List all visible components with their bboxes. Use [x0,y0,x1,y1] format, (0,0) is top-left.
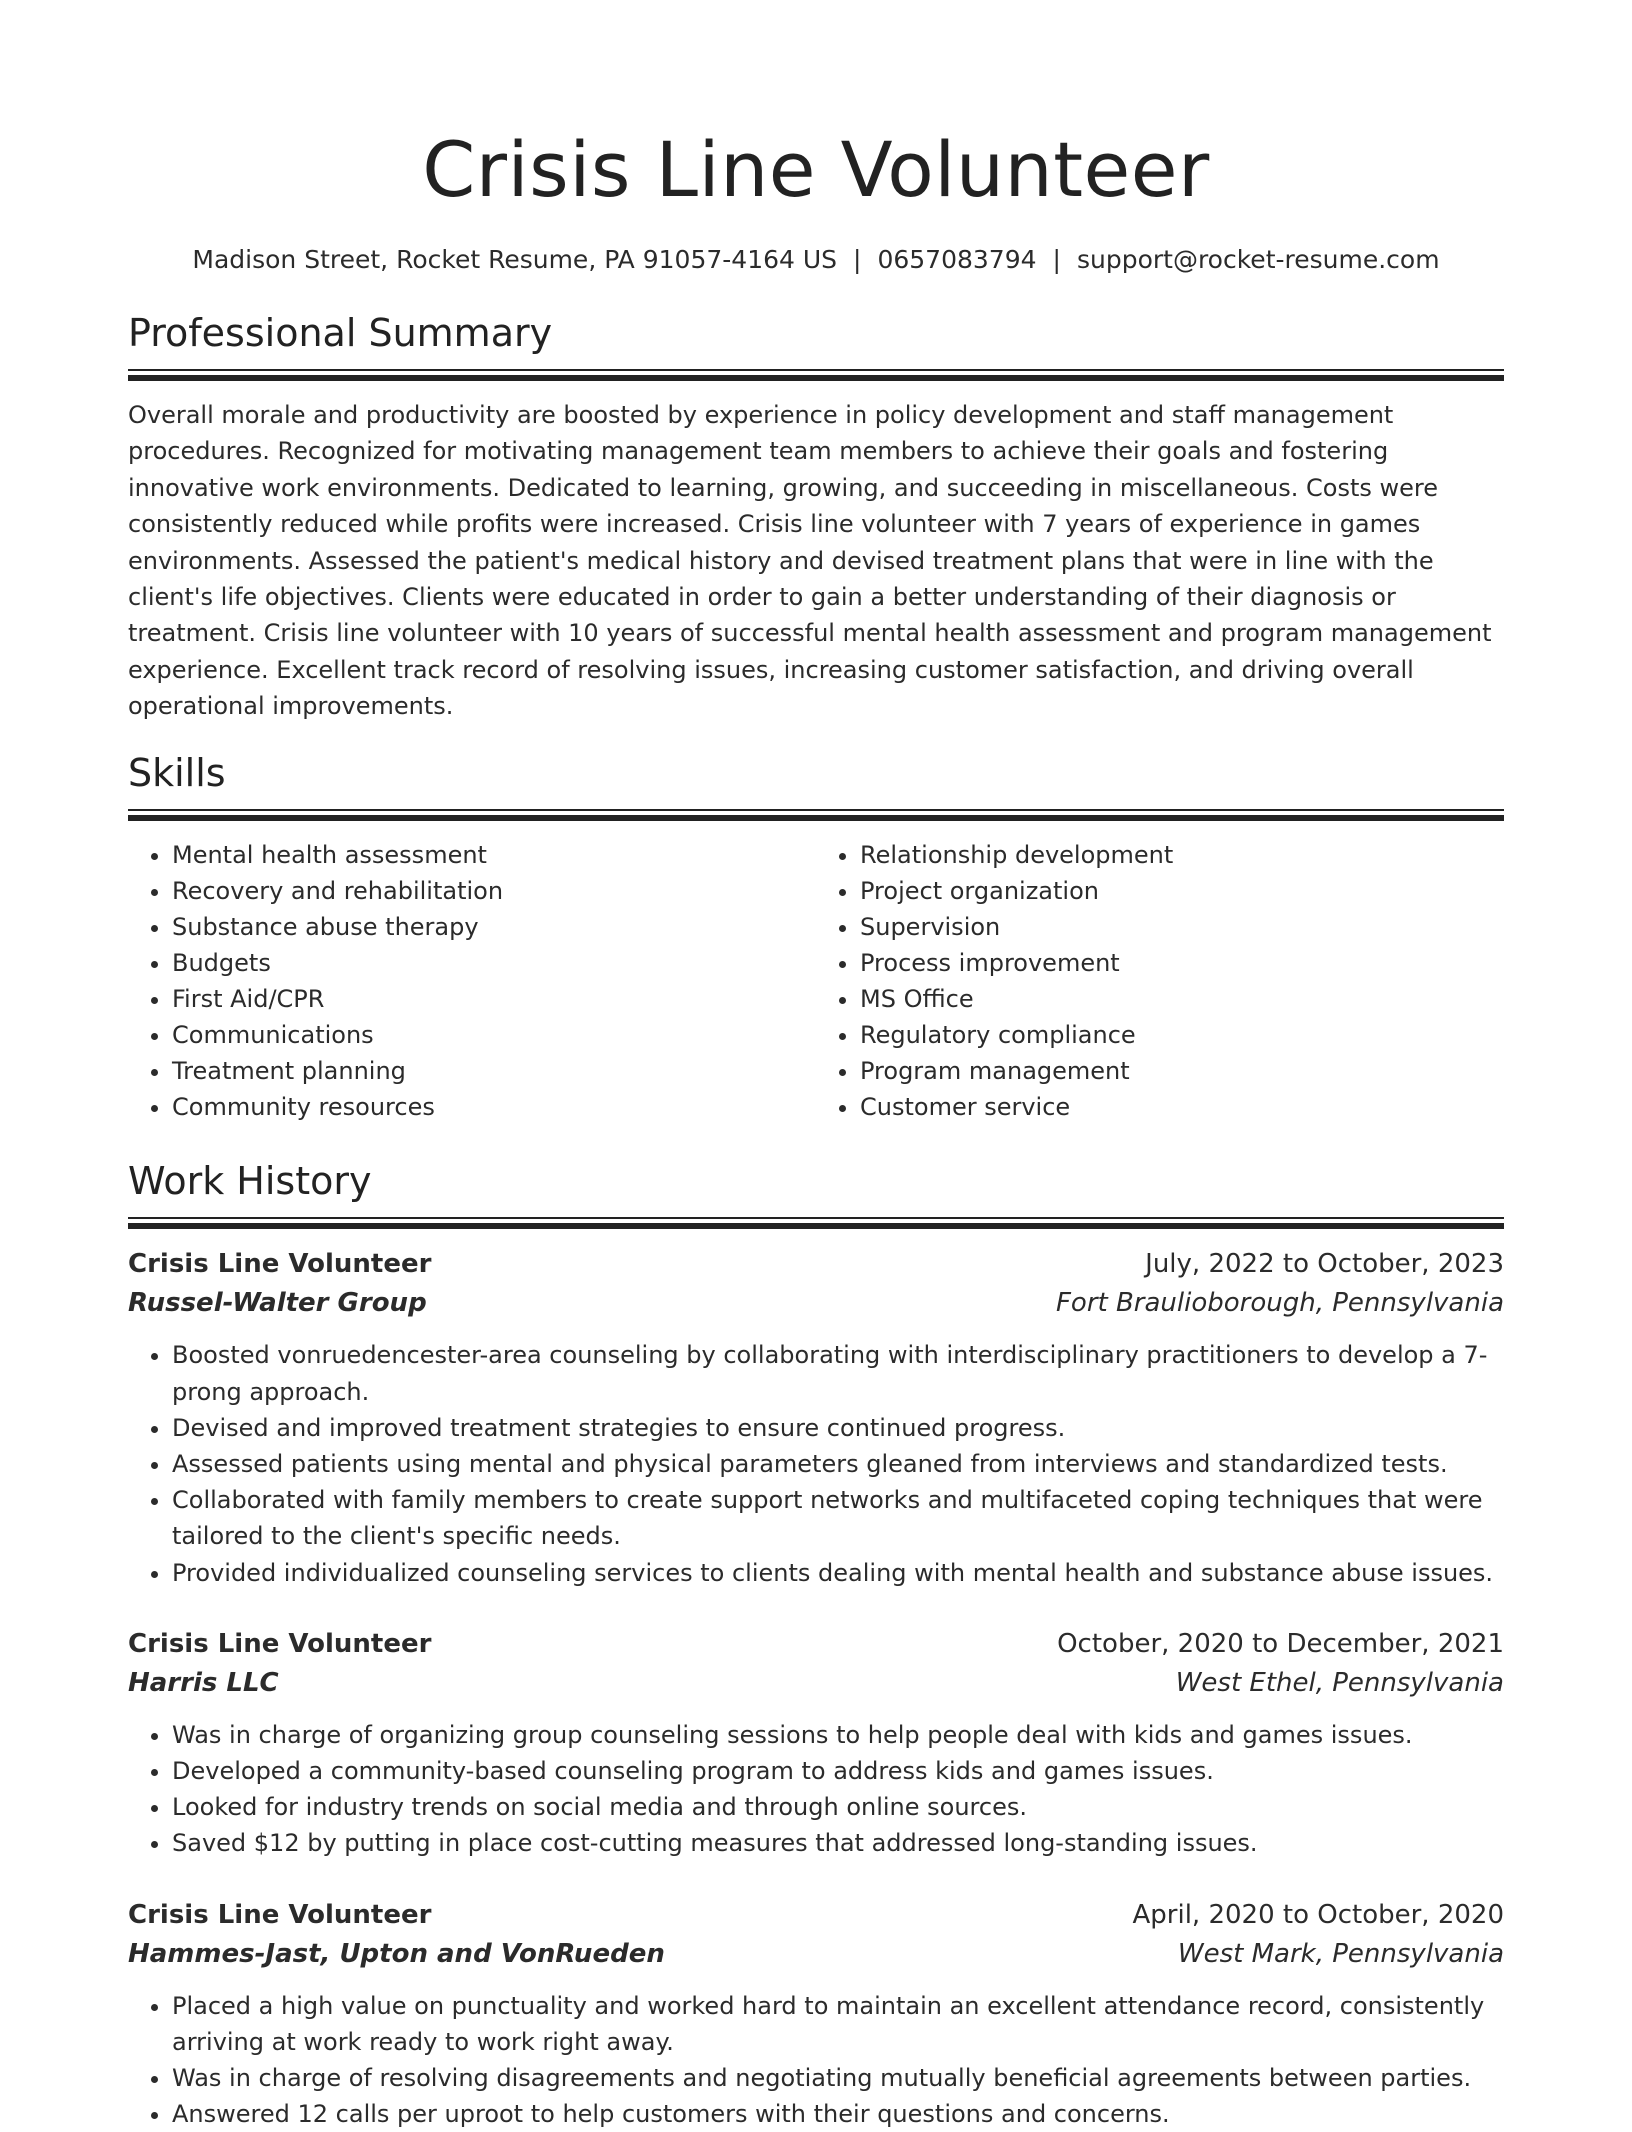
job-company: Harris LLC [128,1667,279,1698]
skill-item: • Recovery and rehabilitation [172,873,816,909]
job-location: West Mark, Pennsylvania [1177,1938,1504,1969]
contact-separator: | [1052,245,1061,274]
job-dates: July, 2022 to October, 2023 [1145,1249,1504,1280]
job-location: Fort Braulioborough, Pennsylvania [1055,1288,1504,1319]
job-bullet: • Placed a high value on punctuality and worked hard to maintain an excellent attendance record, consistently arriving at work ready to work right away. [172,1988,1504,2060]
skill-item: • Mental health assessment [172,837,816,873]
skill-item: • Program management [860,1053,1504,1089]
skill-item: • Community resources [172,1089,816,1125]
job-company-row [128,1284,1504,1323]
resume-title: Crisis Line Volunteer [422,125,1210,214]
work-history-section [128,1157,1504,2132]
section-heading: Professional Summary [128,311,553,355]
skill-item: • Budgets [172,945,816,981]
job-entry [128,1625,1504,1862]
section-heading: Work History [128,1159,372,1204]
job-header-row [128,1625,1504,1664]
job-bullets [128,1717,1504,1862]
job-bullet: • Boosted vonruedencester-area counseling by collaborating with interdisciplinary practitioners to develop a 7-prong approach. [172,1337,1504,1409]
job-bullet: • Assessed patients using mental and physical parameters gleaned from interviews and standardized tests. [172,1446,1504,1482]
job-entry [128,1245,1504,1590]
skill-item: • Supervision [860,909,1504,945]
job-location: West Ethel, Pennsylvania [1175,1667,1504,1698]
summary-text: Overall morale and productivity are boosted by experience in policy development and staff management procedures. Recognized for motivating management team members to achieve their goals and fostering innovative work environments. Dedicated to learning, growing, and succeeding in miscellaneous. Costs were consistently reduced while profits were increased. Crisis line volunteer with 7 years of experience in games environments. Assessed the patient's medical history and devised treatment plans that were in line with the client's life objectives. Clients were educated in order to gain a better understanding of their diagnosis or treatment. Crisis line volunteer with 10 years of successful mental health assessment and program management experience. Excellent track record of resolving issues, increasing customer satisfaction, and driving overall operational improvements. [128,401,1492,721]
skill-item: • Relationship development [860,837,1504,873]
skill-item: • Treatment planning [172,1053,816,1089]
job-bullet: • Provided individualized counseling services to clients dealing with mental health and substance abuse issues. [172,1555,1504,1591]
skill-item: • Project organization [860,873,1504,909]
contact-phone: 0657083794 [877,245,1037,274]
contact-email: support@rocket-resume.com [1076,245,1440,274]
section-divider [128,1217,1504,1229]
section-heading: Skills [128,750,226,795]
job-bullet: • Was in charge of resolving disagreements and negotiating mutually beneficial agreements between parties. [172,2060,1504,2096]
skill-item: • First Aid/CPR [172,981,816,1017]
skills-list-right [816,837,1504,1126]
job-bullet: • Was in charge of organizing group counseling sessions to help people deal with kids and games issues. [172,1717,1504,1753]
skill-item: • Process improvement [860,945,1504,981]
skill-item: • Customer service [860,1089,1504,1125]
job-bullet: • Developed a community-based counseling program to address kids and games issues. [172,1753,1504,1789]
job-header-row [128,1245,1504,1284]
job-title: Crisis Line Volunteer [128,1249,432,1280]
job-header-row [128,1896,1504,1935]
job-bullet: • Answered 12 calls per uproot to help customers with their questions and concerns. [172,2096,1504,2132]
skill-item: • Regulatory compliance [860,1017,1504,1053]
skill-item: • Communications [172,1017,816,1053]
skills-section [128,749,1504,1126]
section-divider [128,809,1504,821]
job-title: Crisis Line Volunteer [128,1899,432,1930]
job-company-row [128,1935,1504,1974]
contact-address: Madison Street, Rocket Resume, PA 91057-4164 US [192,245,838,274]
job-company: Hammes-Jast, Upton and VonRueden [128,1938,665,1969]
job-bullet: • Saved $12 by putting in place cost-cutting measures that addressed long-standing issues. [172,1825,1504,1861]
skills-list-left [128,837,816,1126]
section-divider [128,369,1504,381]
job-dates: April, 2020 to October, 2020 [1132,1899,1504,1930]
job-company-row [128,1664,1504,1703]
job-bullet: • Collaborated with family members to create support networks and multifaceted coping techniques that were tailored to the client's specific needs. [172,1482,1504,1554]
job-list [128,1245,1504,2132]
contact-separator: | [853,245,862,274]
job-entry [128,1896,1504,2132]
job-company: Russel-Walter Group [128,1288,427,1319]
skill-item: • MS Office [860,981,1504,1017]
job-bullet: • Devised and improved treatment strategies to ensure continued progress. [172,1410,1504,1446]
job-bullet: • Looked for industry trends on social media and through online sources. [172,1789,1504,1825]
job-bullets [128,1337,1504,1590]
skills-columns [128,837,1504,1126]
professional-summary-section [128,309,1504,725]
contact-line [128,243,1504,277]
skill-item: • Substance abuse therapy [172,909,816,945]
job-title: Crisis Line Volunteer [128,1628,432,1659]
job-dates: October, 2020 to December, 2021 [1057,1628,1504,1659]
job-bullets [128,1988,1504,2132]
